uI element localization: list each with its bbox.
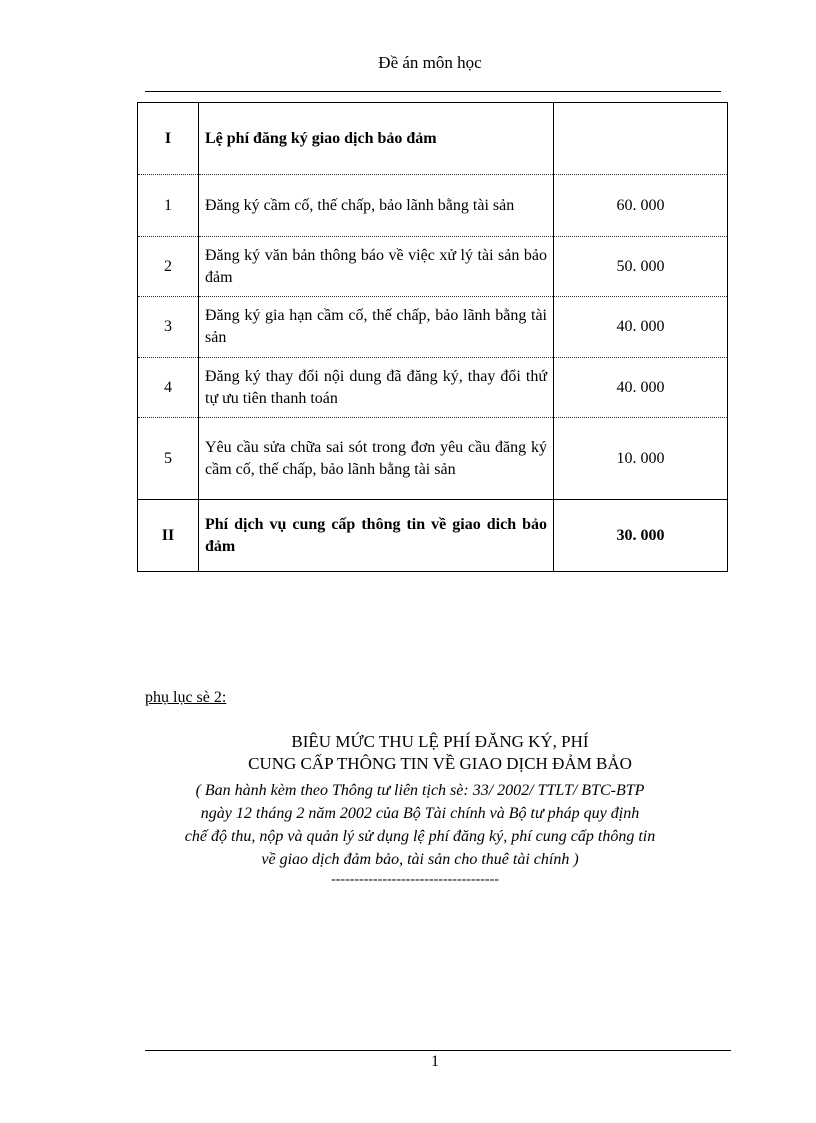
- table-row: [138, 297, 728, 358]
- subtitle-line: về giao dịch đảm bảo, tài sản cho thuê tài chính ): [261, 851, 579, 868]
- row-description: Đăng ký cầm cố, thế chấp, bảo lãnh bằng tài sản: [199, 175, 554, 237]
- row-amount: 50. 000: [554, 237, 728, 297]
- document-title: [0, 731, 816, 775]
- table-row: [138, 237, 728, 297]
- subtitle-line: chế độ thu, nộp và quản lý sử dụng lệ phí đăng ký, phí cung cấp thông tin: [184, 828, 656, 845]
- table-row: [138, 358, 728, 418]
- document-title-line: BIÊU MỨC THU LỆ PHÍ ĐĂNG KÝ, PHÍ: [291, 732, 589, 751]
- table-row: [138, 418, 728, 500]
- row-description: Đăng ký thay đổi nội dung đã đăng ký, thay đổi thứ tự ưu tiên thanh toán: [199, 358, 554, 418]
- page-number: 1: [431, 1053, 439, 1070]
- row-amount: 40. 000: [554, 297, 728, 358]
- table-row: [138, 175, 728, 237]
- row-number: II: [138, 500, 199, 572]
- row-number: I: [138, 103, 199, 175]
- dash-separator: ------------------------------------: [331, 872, 499, 887]
- row-number: 1: [138, 175, 199, 237]
- document-title-line: CUNG CẤP THÔNG TIN VỀ GIAO DỊCH ĐẢM BẢO: [248, 754, 632, 773]
- page-header-title: Đề án môn học: [378, 53, 482, 72]
- row-description: Phí dịch vụ cung cấp thông tin về giao dich bảo đảm: [199, 500, 554, 572]
- fee-table: [137, 102, 728, 572]
- table-row: [138, 500, 728, 572]
- row-amount: 60. 000: [554, 175, 728, 237]
- row-amount: 30. 000: [554, 500, 728, 572]
- row-description: Lệ phí đăng ký giao dịch bảo đảm: [199, 103, 554, 175]
- row-amount: [554, 103, 728, 175]
- row-number: 5: [138, 418, 199, 500]
- document-subtitle: [0, 779, 816, 871]
- row-number: 3: [138, 297, 199, 358]
- row-number: 2: [138, 237, 199, 297]
- row-amount: 40. 000: [554, 358, 728, 418]
- row-description: Yêu cầu sửa chữa sai sót trong đơn yêu cầu đăng ký cầm cố, thế chấp, bảo lãnh bằng tài sản: [199, 418, 554, 500]
- appendix-label: phụ lục sè 2:: [145, 689, 227, 706]
- footer-rule: [145, 1050, 731, 1051]
- row-description: Đăng ký gia hạn cầm cố, thế chấp, bảo lãnh bằng tài sản: [199, 297, 554, 358]
- subtitle-line: ngày 12 tháng 2 năm 2002 của Bộ Tài chính và Bộ tư pháp quy định: [200, 805, 640, 822]
- row-number: 4: [138, 358, 199, 418]
- row-description: Đăng ký văn bản thông báo về việc xử lý tài sản bảo đảm: [199, 237, 554, 297]
- table-row: [138, 103, 728, 175]
- subtitle-line: ( Ban hành kèm theo Thông tư liên tịch sè: 33/ 2002/ TTLT/ BTC-BTP: [195, 782, 645, 799]
- header-rule: [145, 91, 721, 92]
- row-amount: 10. 000: [554, 418, 728, 500]
